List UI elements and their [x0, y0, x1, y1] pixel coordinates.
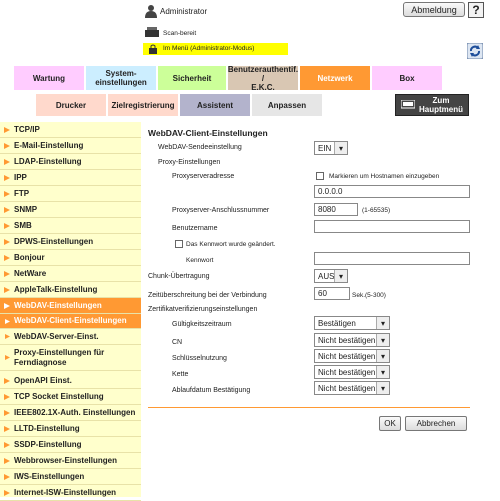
sidebar-item-ssdp-einstellung[interactable] [0, 437, 141, 453]
arrow-right-icon [5, 334, 10, 339]
cert-cn-label: CN [172, 339, 183, 346]
tab-label: Assistent [196, 100, 233, 110]
cert-chain-value: Nicht bestätigen [318, 367, 376, 377]
page-title: WebDAV-Client-Einstellungen [148, 128, 268, 138]
sidebar-item-label: Bonjour [14, 253, 45, 262]
chevron-down-icon: ▾ [376, 382, 389, 394]
sidebar-item-label: DPWS-Einstellungen [14, 237, 94, 246]
sidebar-subitem-label: Proxy-Einstellungen für Ferndiagnose [14, 347, 105, 367]
sidebar-item-label: TCP/IP [14, 125, 40, 134]
timeout-unit: Sek.(5-300) [352, 292, 386, 299]
arrow-right-icon [4, 143, 10, 149]
sidebar-item-lltd-einstellung[interactable] [0, 421, 141, 437]
sidebar-item-label: IPP [14, 173, 27, 182]
sidebar-item-appletalk-einstellung[interactable] [0, 282, 141, 298]
proxy-section-label: Proxy-Einstellungen [158, 159, 221, 166]
arrow-right-icon [4, 255, 10, 261]
sidebar-item-webbrowser-einstellungen[interactable] [0, 453, 141, 469]
home-icon [401, 100, 415, 110]
chevron-down-icon: ▾ [376, 350, 389, 362]
chunk-transfer-label: Chunk-Übertragung [148, 273, 210, 280]
cert-cn-select[interactable] [314, 333, 390, 347]
arrow-right-icon [4, 191, 10, 197]
sidebar-item-label: Webbrowser-Einstellungen [14, 456, 117, 465]
sidebar-item-ipp[interactable] [0, 170, 141, 186]
sidebar-item-label: IEEE802.1X-Auth. Einstellungen [14, 408, 136, 417]
sidebar-item-label: WebDAV-Einstellungen [14, 301, 102, 310]
scan-status: Scan-bereit [163, 30, 197, 37]
sidebar-item-label: AppleTalk-Einstellung [14, 285, 98, 294]
sidebar-item-ftp[interactable] [0, 186, 141, 202]
password-changed-checkbox[interactable] [175, 240, 183, 248]
sidebar-item-snmp[interactable] [0, 202, 141, 218]
chevron-down-icon: ▾ [376, 334, 389, 346]
tab-label: Drucker [55, 100, 87, 110]
send-setting-select[interactable] [314, 141, 348, 155]
sidebar-item-label: NetWare [14, 269, 47, 278]
sidebar-item-tcp-socket-einstellung[interactable] [0, 389, 141, 405]
cert-keyusage-label: Schlüsselnutzung [172, 355, 227, 362]
hostname-checkbox[interactable] [316, 172, 324, 180]
chevron-down-icon: ▾ [334, 270, 347, 282]
sidebar-item-label: Internet-ISW-Einstellungen [14, 488, 117, 497]
arrow-right-icon [4, 239, 10, 245]
cert-chain-select[interactable] [314, 365, 390, 379]
home-button-label: Zum Hauptmenü [419, 96, 463, 114]
arrow-right-icon [4, 175, 10, 181]
tab-label: Wartung [32, 73, 66, 83]
username-label: Benutzername [172, 225, 218, 232]
arrow-right-icon [5, 319, 10, 324]
sidebar-item-label: IWS-Einstellungen [14, 472, 85, 481]
chunk-transfer-select[interactable] [314, 269, 348, 283]
chunk-transfer-value: AUS [318, 271, 335, 281]
administrator-icon [144, 4, 158, 18]
send-setting-value: EIN [318, 143, 332, 153]
home-button[interactable] [395, 94, 469, 116]
arrow-right-icon [4, 410, 10, 416]
help-button[interactable]: ? [468, 2, 484, 18]
timeout-value: 60 [318, 289, 327, 298]
sidebar-item-netware[interactable] [0, 266, 141, 282]
sidebar-item-label: LLTD-Einstellung [14, 424, 80, 433]
administrator-name: Administrator [160, 7, 208, 16]
sidebar-item-smb[interactable] [0, 218, 141, 234]
tab-label: Netzwerk [317, 73, 353, 83]
chevron-down-icon: ▾ [376, 317, 389, 329]
arrow-right-icon [4, 474, 10, 480]
tab-anpassen[interactable] [252, 94, 322, 116]
sidebar-item-tcp-ip[interactable] [0, 122, 141, 138]
cert-section-label: Zertifikatverifizierungseinstellungen [148, 306, 258, 313]
arrow-right-icon [4, 394, 10, 400]
password-input[interactable] [314, 252, 470, 265]
tab-sicherheit[interactable] [158, 66, 226, 90]
password-label: Kennwort [186, 257, 214, 264]
sidebar-item-webdav-einstellungen[interactable] [0, 298, 141, 314]
sidebar-subitem-label: WebDAV-Client-Einstellungen [14, 316, 127, 325]
tab-label: Zielregistrierung [111, 100, 175, 110]
cert-keyusage-value: Nicht bestätigen [318, 351, 376, 361]
tab-label: Sicherheit [172, 73, 212, 83]
cert-chain-label: Kette [172, 371, 189, 378]
sidebar-item-label: E-Mail-Einstellung [14, 141, 84, 150]
cert-validity-label: Gültigkeitszeitraum [172, 321, 232, 328]
arrow-right-icon [5, 355, 10, 360]
arrow-right-icon [4, 207, 10, 213]
arrow-right-icon [4, 127, 10, 133]
hostname-checkbox-label: Markieren um Hostnamen einzugeben [329, 173, 440, 180]
sidebar-subitem-webdav-server-einst[interactable] [0, 329, 141, 345]
arrow-right-icon [4, 271, 10, 277]
arrow-right-icon [4, 378, 10, 384]
arrow-right-icon [4, 223, 10, 229]
mode-text: Im Menü (Administrator-Modus) [163, 45, 255, 52]
arrow-right-icon [4, 287, 10, 293]
tab-label: Benutzerauthentif. / E.K.C. [227, 64, 299, 92]
divider [148, 407, 470, 408]
cert-validity-value: Bestätigen [318, 318, 356, 328]
cert-expiry-label: Ablaufdatum Bestätigung [172, 387, 251, 394]
tab-label: Box [399, 73, 415, 83]
chevron-down-icon: ▾ [334, 142, 347, 154]
cert-expiry-select[interactable] [314, 381, 390, 395]
send-setting-label: WebDAV-Sendeeinstellung [158, 144, 242, 151]
proxy-port-range: (1-65535) [362, 207, 391, 214]
tab-box[interactable] [372, 66, 442, 90]
password-changed-label: Das Kennwort wurde geändert. [186, 241, 276, 248]
cancel-button[interactable]: Abbrechen [405, 416, 467, 431]
proxy-port-input[interactable] [314, 203, 358, 216]
sidebar-subitem-proxy-einstellungen-f-r-ferndiagnose[interactable] [0, 345, 141, 371]
logout-button[interactable]: Abmeldung [403, 2, 465, 17]
tab-zielregistrierung[interactable] [108, 94, 178, 116]
sidebar-item-label: SMB [14, 221, 32, 230]
sidebar-item-iws-einstellungen[interactable] [0, 469, 141, 485]
proxy-port-value: 8080 [318, 205, 336, 214]
refresh-icon[interactable] [467, 43, 483, 59]
sidebar-item-openapi-einst[interactable] [0, 373, 141, 389]
sidebar-item-dpws-einstellungen[interactable] [0, 234, 141, 250]
tab-wartung[interactable] [14, 66, 84, 90]
timeout-input[interactable] [314, 287, 350, 300]
sidebar-item-ldap-einstellung[interactable] [0, 154, 141, 170]
chevron-down-icon: ▾ [376, 366, 389, 378]
proxy-address-label: Proxyserveradresse [172, 173, 235, 180]
sidebar-item-label: SNMP [14, 205, 38, 214]
sidebar-subitem-label: WebDAV-Server-Einst. [14, 331, 99, 341]
arrow-right-icon [4, 159, 10, 165]
arrow-right-icon [4, 303, 10, 309]
tab-drucker[interactable] [36, 94, 106, 116]
tab-systemeinstellungen[interactable] [86, 66, 156, 90]
sidebar-item-internet-isw-einstellungen[interactable] [0, 485, 141, 501]
tab-benutzerauthentifizierung[interactable] [228, 66, 298, 90]
cert-expiry-value: Nicht bestätigen [318, 383, 376, 393]
sidebar-item-label: OpenAPI Einst. [14, 376, 72, 385]
sidebar-item-label: FTP [14, 189, 30, 198]
arrow-right-icon [4, 490, 10, 496]
arrow-right-icon [4, 426, 10, 432]
tab-label: System- einstellungen [95, 69, 147, 87]
tab-assistent[interactable] [180, 94, 250, 116]
tab-label: Anpassen [267, 100, 307, 110]
scanner-icon [145, 27, 159, 37]
cert-validity-select[interactable] [314, 316, 390, 330]
sidebar-item-bonjour[interactable] [0, 250, 141, 266]
username-input[interactable] [314, 220, 470, 233]
proxy-address-value: 0.0.0.0 [318, 187, 343, 196]
admin-mode-icon [148, 44, 158, 54]
sidebar-item-label: LDAP-Einstellung [14, 157, 82, 166]
proxy-address-input[interactable] [314, 185, 470, 198]
sidebar-subitem-webdav-client-einstellungen[interactable] [0, 314, 141, 329]
cert-keyusage-select[interactable] [314, 349, 390, 363]
sidebar-item-e-mail-einstellung[interactable] [0, 138, 141, 154]
ok-button[interactable]: OK [379, 416, 401, 431]
sidebar-item-label: TCP Socket Einstellung [14, 392, 104, 401]
arrow-right-icon [4, 442, 10, 448]
timeout-label: Zeitüberschreitung bei der Verbindung [148, 292, 267, 299]
arrow-right-icon [4, 458, 10, 464]
proxy-port-label: Proxyserver-Anschlussnummer [172, 207, 270, 214]
tab-netzwerk[interactable] [300, 66, 370, 90]
sidebar-item-ieee802-1x-auth-einstellungen[interactable] [0, 405, 141, 421]
sidebar-item-label: SSDP-Einstellung [14, 440, 82, 449]
cert-cn-value: Nicht bestätigen [318, 335, 376, 345]
